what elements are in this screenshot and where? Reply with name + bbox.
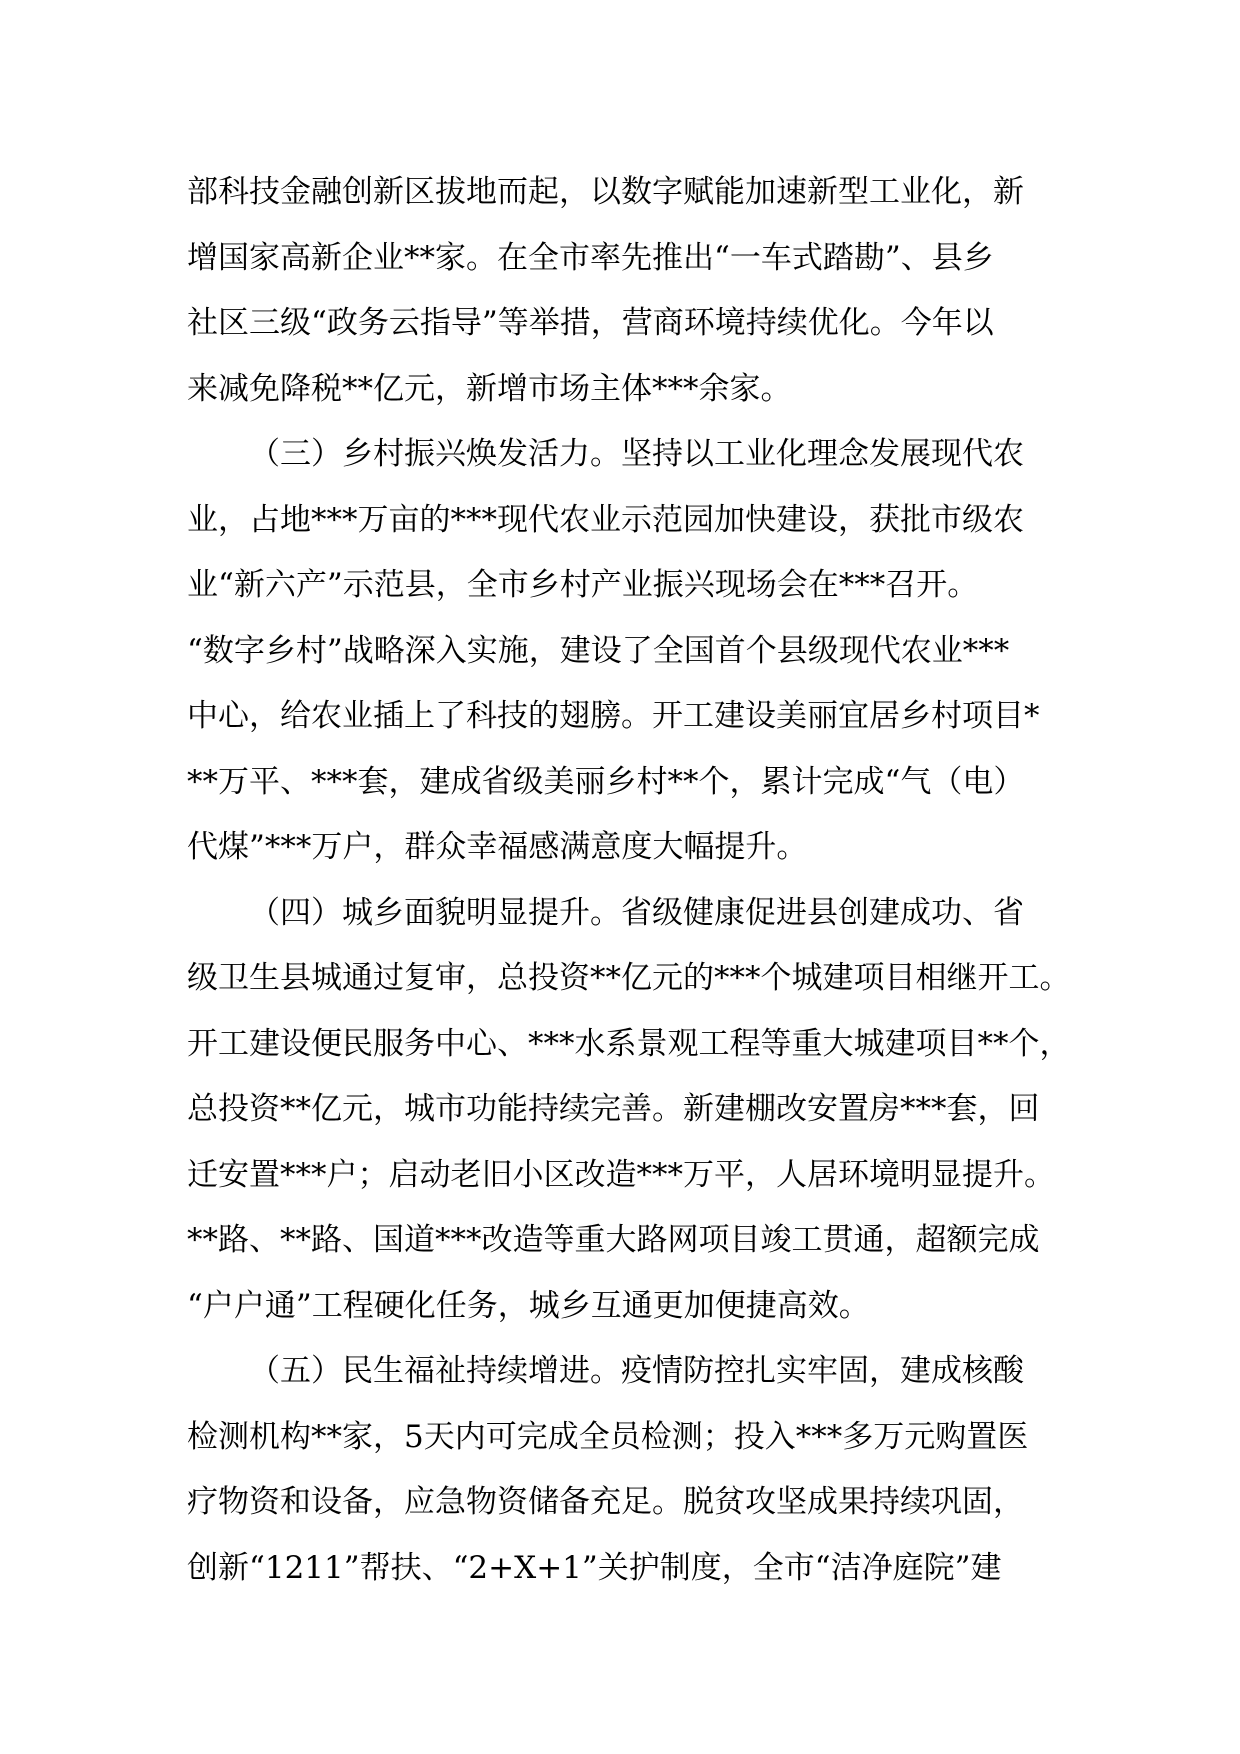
text-line: “户户通”工程硬化任务，城乡互通更加便捷高效。: [187, 1287, 870, 1324]
text-line: 开工建设便民服务中心、***水系景观工程等重大城建项目**个，: [187, 1025, 1071, 1062]
text-line: 部科技金融创新区拔地而起，以数字赋能加速新型工业化，新: [187, 174, 1024, 210]
text-line: 检测机构**家，5天内可完成全员检测；投入***多万元购置医: [187, 1418, 1029, 1455]
section-heading-line: （三）乡村振兴焕发活力。坚持以工业化理念发展现代农: [249, 436, 1024, 472]
text-line: 来减免降税**亿元，新增市场主体***余家。: [187, 370, 792, 407]
text-line: **路、**路、国道***改造等重大路网项目竣工贯通，超额完成: [187, 1222, 1040, 1258]
text-line: 中心，给农业插上了科技的翅膀。开工建设美丽宜居乡村项目*: [187, 698, 1040, 734]
text-line: 疗物资和设备，应急物资储备充足。脱贫攻坚成果持续巩固，: [187, 1484, 1024, 1520]
text-line: 业“新六产”示范县，全市乡村产业振兴现场会在***召开。: [187, 567, 979, 603]
document-body: [187, 160, 1087, 1601]
text-line: 迁安置***户；启动老旧小区改造***万平，人居环境明显提升。: [187, 1156, 1055, 1193]
section-heading-line: （五）民生福祉持续增进。疫情防控扎实牢固，建成核酸: [249, 1353, 1024, 1389]
text-line: 代煤”***万户，群众幸福感满意度大幅提升。: [187, 829, 808, 865]
text-line: 增国家高新企业**家。在全市率先推出“一车式踏勘”、县乡: [187, 239, 994, 276]
text-line: 社区三级“政务云指导”等举措，营商环境持续优化。今年以: [187, 305, 994, 341]
text-line: 创新“1211”帮扶、“2+X+1”关护制度，全市“洁净庭院”建: [187, 1549, 1002, 1586]
text-line: **万平、***套，建成省级美丽乡村**个，累计完成“气（电）: [187, 763, 1025, 800]
text-line: 业，占地***万亩的***现代农业示范园加快建设，获批市级农: [187, 501, 1024, 538]
section-heading-line: （四）城乡面貌明显提升。省级健康促进县创建成功、省: [249, 894, 1024, 931]
text-line: “数字乡村”战略深入实施，建设了全国首个县级现代农业***: [187, 632, 1010, 669]
text-line: 级卫生县城通过复审，总投资**亿元的***个城建项目相继开工。: [187, 960, 1071, 996]
text-line: 总投资**亿元，城市功能持续完善。新建棚改安置房***套，回: [187, 1091, 1040, 1127]
